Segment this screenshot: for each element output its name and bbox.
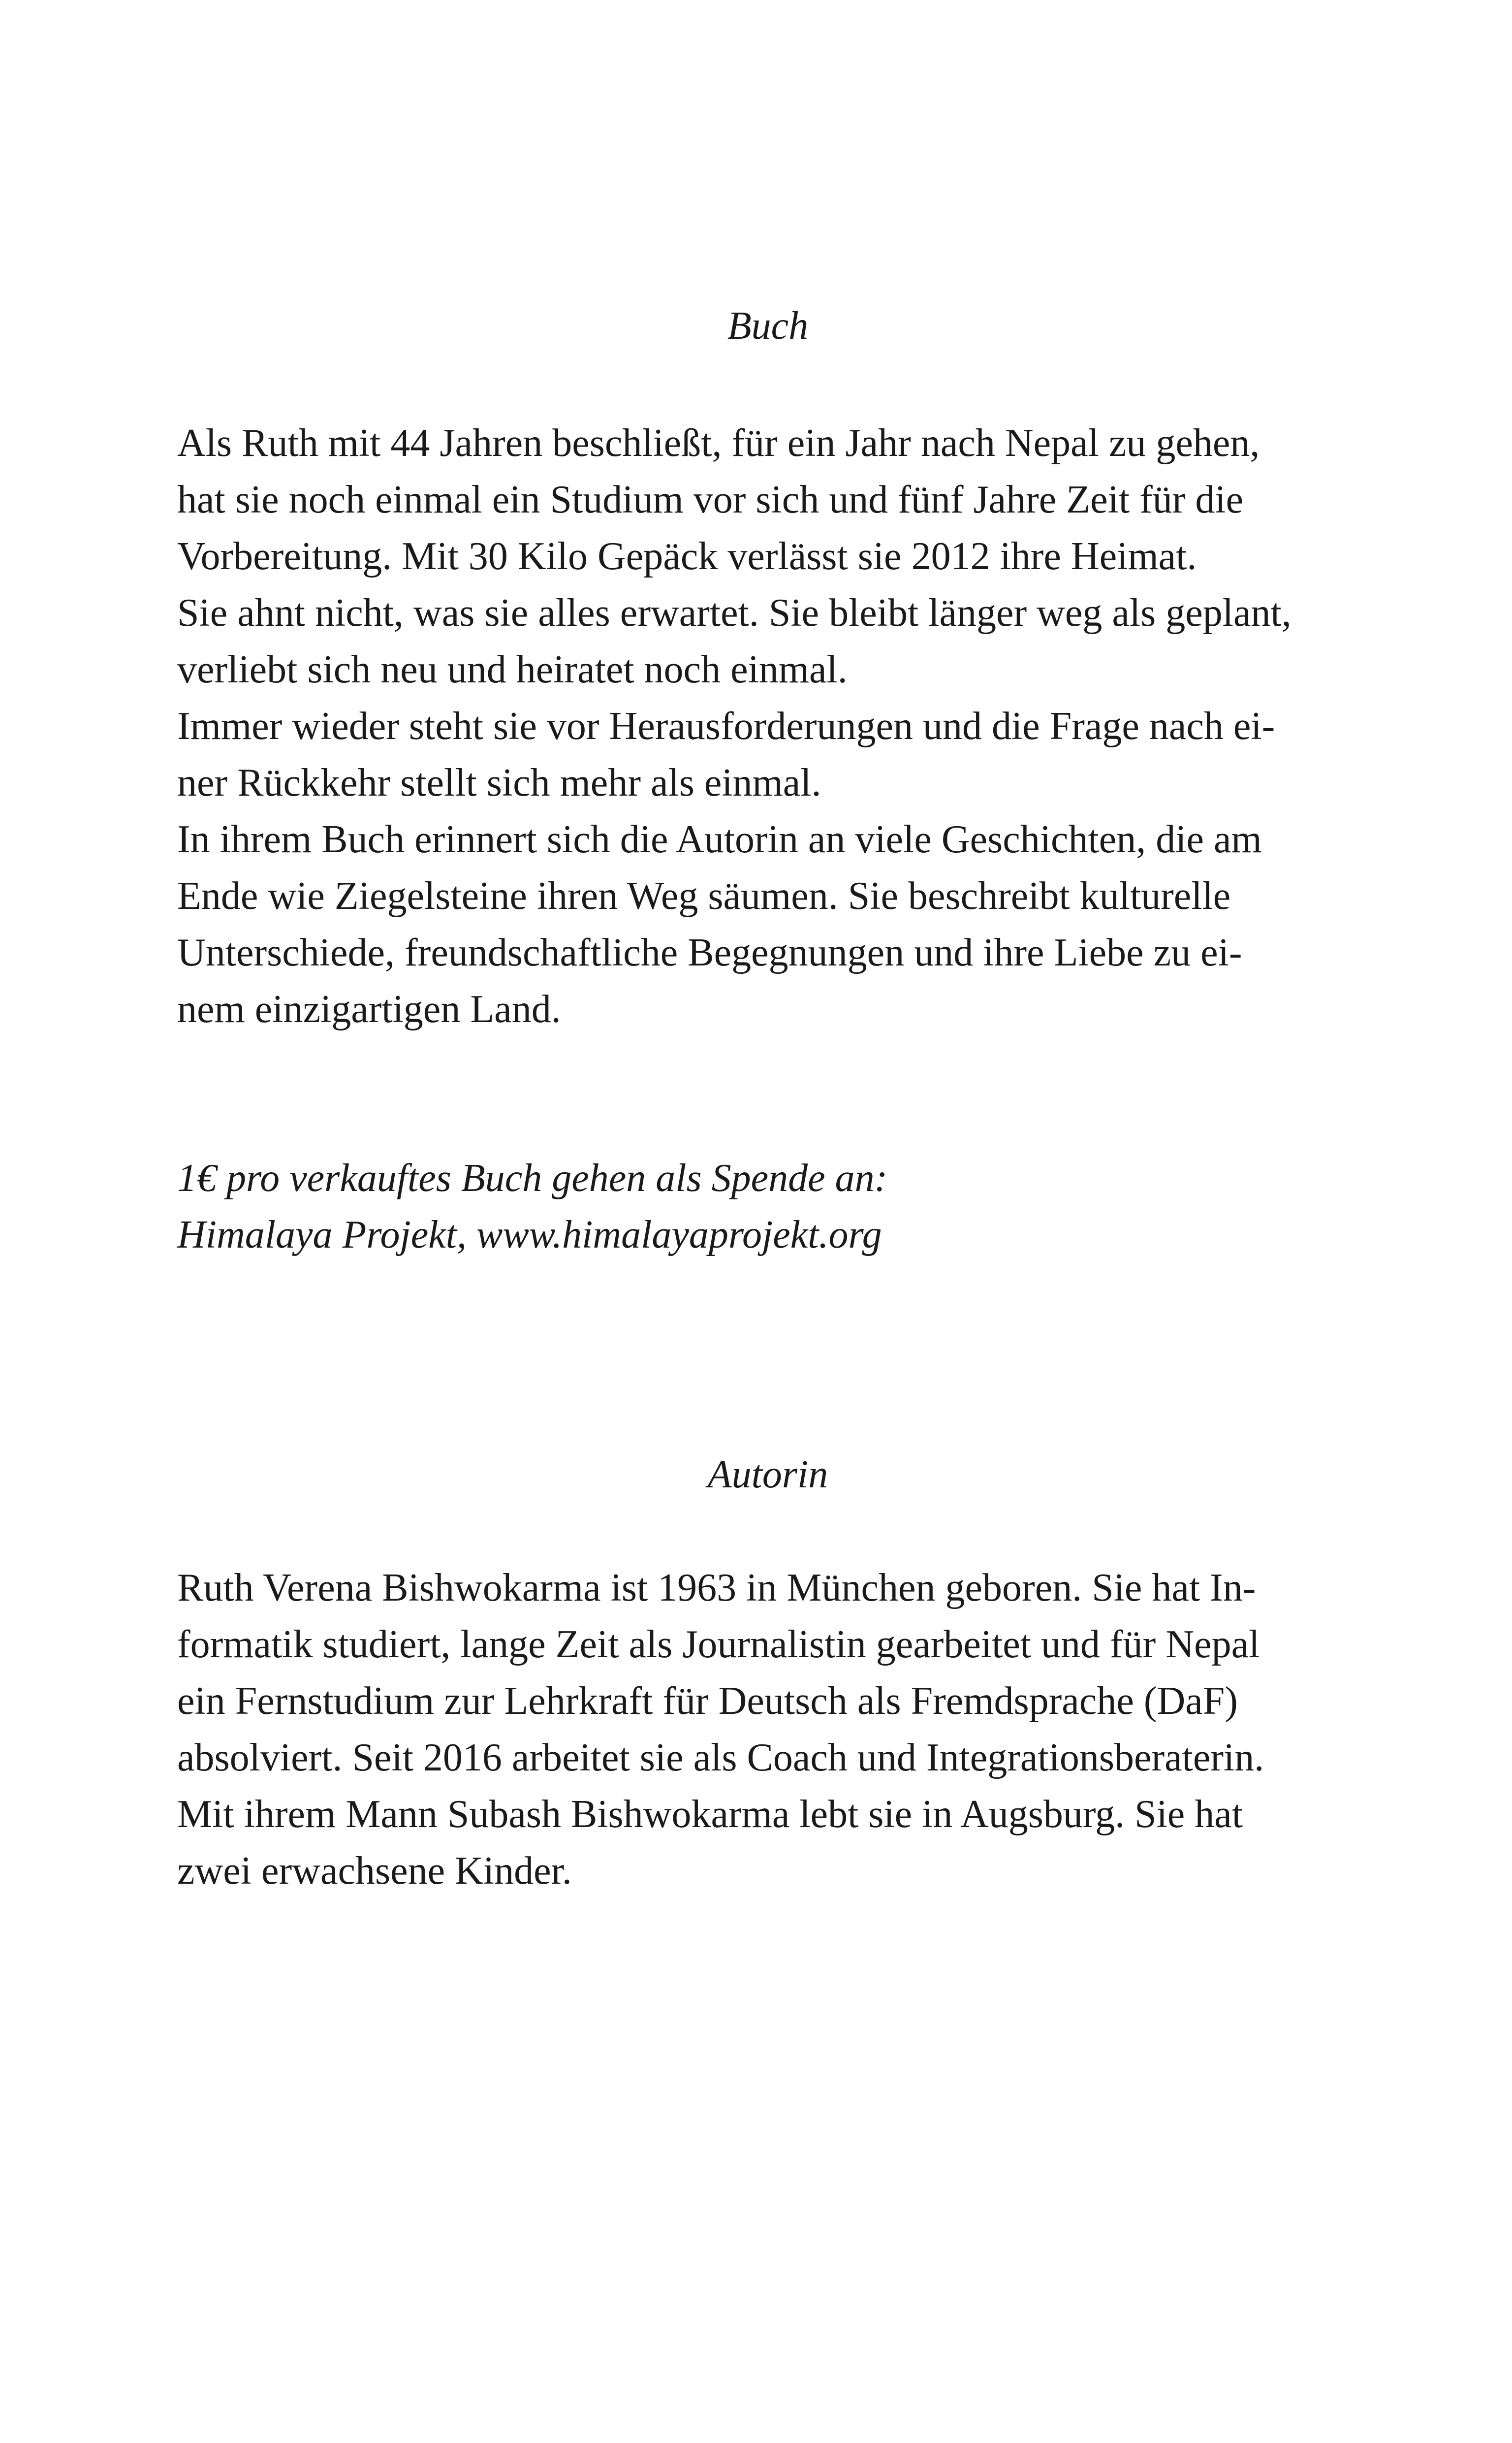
book-text-line: Als Ruth mit 44 Jahren beschließt, für ein Jahr nach Nepal zu gehen,: [177, 421, 1260, 465]
author-text-line: ein Fernstudium zur Lehrkraft für Deutsch als Fremdsprache (DaF): [177, 1679, 1238, 1723]
author-text-line: absolviert. Seit 2016 arbeitet sie als Coach und Integrationsberaterin.: [177, 1736, 1264, 1779]
book-text-line: nem einzigartigen Land.: [177, 988, 561, 1031]
book-text-line: Immer wieder steht sie vor Herausforderungen und die Frage nach ei-: [177, 705, 1275, 748]
donation-note-line: Himalaya Projekt, www.himalayaprojekt.org: [177, 1213, 882, 1256]
book-text-line: ner Rückkehr stellt sich mehr als einmal.: [177, 761, 821, 804]
book-text-line: In ihrem Buch erinnert sich die Autorin an viele Geschichten, die am: [177, 818, 1262, 861]
book-text-line: Vorbereitung. Mit 30 Kilo Gepäck verlässt sie 2012 ihre Heimat.: [177, 535, 1197, 578]
book-text-line: hat sie noch einmal ein Studium vor sich und fünf Jahre Zeit für die: [177, 478, 1244, 521]
document-page: [177, 0, 1358, 2443]
author-text-line: zwei erwachsene Kinder.: [177, 1849, 572, 1893]
book-heading: Buch: [727, 304, 809, 348]
book-text-line: Unterschiede, freundschaftliche Begegnungen und ihre Liebe zu ei-: [177, 931, 1242, 974]
donation-note-line: 1€ pro verkauftes Buch gehen als Spende an:: [177, 1157, 888, 1200]
author-text-line: formatik studiert, lange Zeit als Journalistin gearbeitet und für Nepal: [177, 1623, 1260, 1666]
author-text-line: Mit ihrem Mann Subash Bishwokarma lebt sie in Augsburg. Sie hat: [177, 1793, 1243, 1836]
book-text-line: Ende wie Ziegelsteine ihren Weg säumen. Sie beschreibt kulturelle: [177, 874, 1231, 918]
book-text-line: verliebt sich neu und heiratet noch einmal.: [177, 648, 848, 691]
author-heading: Autorin: [707, 1453, 828, 1496]
author-text-line: Ruth Verena Bishwokarma ist 1963 in München geboren. Sie hat In-: [177, 1566, 1256, 1609]
book-text-line: Sie ahnt nicht, was sie alles erwartet. Sie bleibt länger weg als geplant,: [177, 591, 1292, 635]
